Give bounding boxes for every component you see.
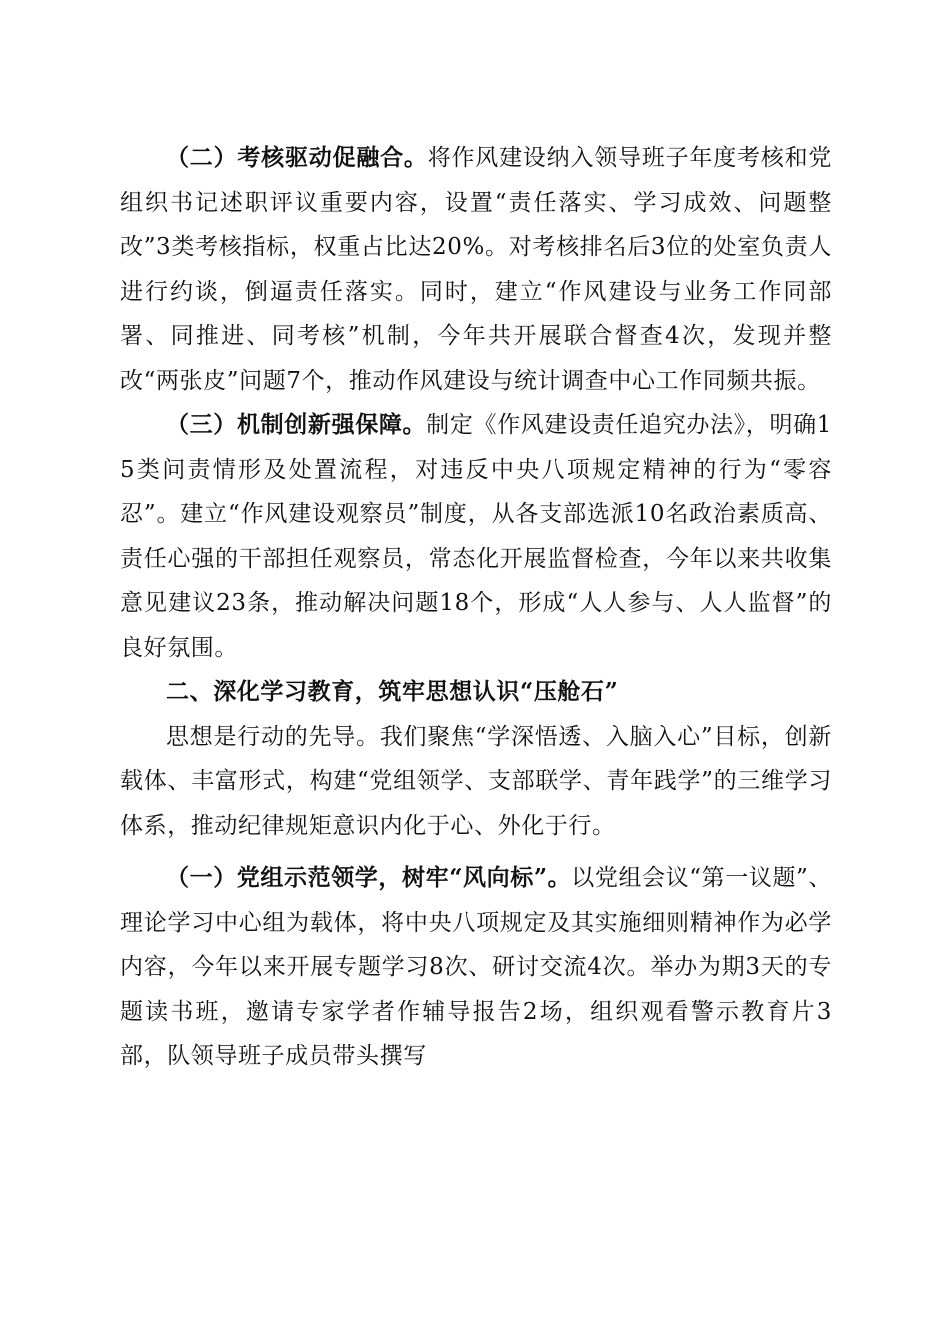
paragraph-lead: （一）党组示范领学，树牢“风向标”。: [166, 864, 572, 891]
paragraph-mechanism: [120, 403, 832, 670]
paragraph-text: 将作风建设纳入领导班子年度考核和党组织书记述职评议重要内容，设置“责任落实、学习成效、问题整改”3类考核指标，权重占比达20%。对考核排名后3位的处室负责人进行约谈，倒逼责任落实。同时，建立“作风建设与业务工作同部署、同推进、同考核”机制，今年共开展联合督查4次，发现并整改“两张皮”问题7个，推动作风建设与统计调查中心工作同频共振。: [120, 145, 832, 394]
paragraph-lead: （二）考核驱动促融合。: [166, 144, 428, 171]
paragraph-intro: [120, 715, 832, 849]
paragraph-lead: （三）机制创新强保障。: [166, 411, 427, 438]
section-heading: 二、深化学习教育，筑牢思想认识“压舱石”: [166, 678, 619, 705]
paragraph-text: 以党组会议“第一议题”、理论学习中心组为载体，将中央八项规定及其实施细则精神作为必学内容，今年以来开展专题学习8次、研讨交流4次。举办为期3天的专题读书班，邀请专家学者作辅导报告2场，组织观看警示教育片3部，队领导班子成员带头撰写: [120, 865, 833, 1069]
document-body: [120, 136, 832, 1079]
paragraph-assessment: [120, 136, 832, 403]
paragraph-party-group-study: [120, 856, 832, 1079]
paragraph-text: 制定《作风建设责任追究办法》，明确15类问责情形及处置流程，对违反中央八项规定精神的行为“零容忍”。建立“作风建设观察员”制度，从各支部选派10名政治素质高、责任心强的干部担任观察员，常态化开展监督检查，今年以来共收集意见建议23条，推动解决问题18个，形成“人人参与、人人监督”的良好氛围。: [120, 412, 832, 661]
paragraph-text: 思想是行动的先导。我们聚焦“学深悟透、入脑入心”目标，创新载体、丰富形式，构建“党组领学、支部联学、青年践学”的三维学习体系，推动纪律规矩意识内化于心、外化于行。: [120, 723, 832, 839]
